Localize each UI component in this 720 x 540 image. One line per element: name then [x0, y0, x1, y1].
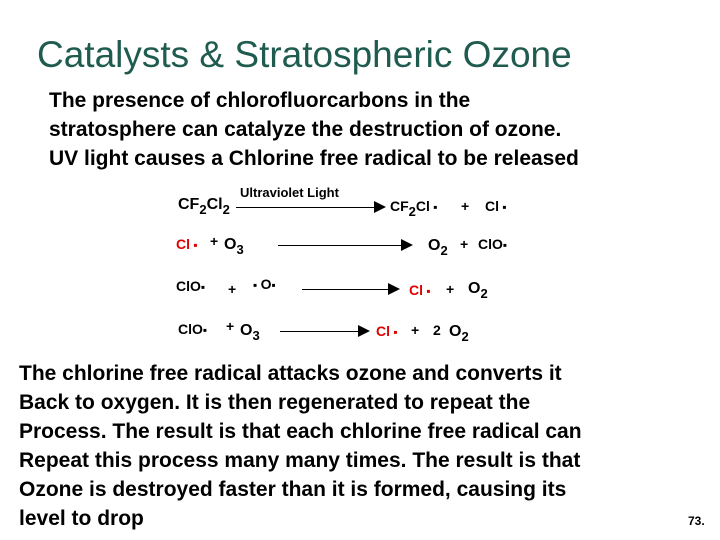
- reaction-4-product-2: $O_2$: [449, 323, 469, 344]
- body-line: level to drop: [19, 507, 144, 530]
- reaction-4-reactant-1: ClO▪: [178, 321, 208, 337]
- reaction-2-reactant-1: Cl ▪: [176, 236, 198, 252]
- reaction-3-reactant-2: ▪ O▪: [253, 276, 276, 292]
- reaction-2-product-1: $O_2$: [428, 237, 448, 258]
- intro-line: UV light causes a Chlorine free radical to be released: [49, 147, 579, 170]
- reaction-1-arrowhead: [374, 201, 386, 213]
- reaction-1-product-1: CF2Cl ▪: [390, 198, 438, 219]
- reaction-3-product-1: Cl ▪: [409, 282, 431, 298]
- reaction-4-plus-1: +: [226, 318, 235, 334]
- body-line: Ozone is destroyed faster than it is formed, causing its: [19, 478, 567, 501]
- body-text: [19, 359, 582, 533]
- body-line: Back to oxygen. It is then regenerated to repeat the: [19, 391, 531, 414]
- reaction-2-plus-1: +: [210, 233, 219, 249]
- body-line: Repeat this process many many times. The result is that: [19, 449, 581, 472]
- intro-line: stratosphere can catalyze the destruction of ozone.: [49, 118, 562, 141]
- reaction-3-arrow: [302, 289, 390, 290]
- reaction-1-reactant: $CF_2Cl_2$: [178, 196, 230, 217]
- reaction-3-product-2: $O_2$: [468, 280, 488, 301]
- reaction-2-reactant-2: $O_3$: [224, 236, 244, 257]
- reaction-4-plus-2: +: [411, 322, 420, 338]
- reaction-2-product-2: ClO▪: [478, 236, 508, 252]
- reaction-3-arrowhead: [388, 283, 400, 295]
- page-number: 73.: [688, 514, 705, 528]
- reaction-3-plus-1: +: [228, 281, 237, 297]
- reaction-1-plus: +: [461, 198, 470, 214]
- reaction-2-arrowhead: [401, 239, 413, 251]
- reaction-3-plus-2: +: [446, 281, 455, 297]
- slide-title: Catalysts & Stratospheric Ozone: [37, 34, 572, 75]
- uv-light-label: Ultraviolet Light: [240, 185, 339, 200]
- reaction-4-coefficient: 2: [433, 322, 441, 338]
- reaction-3-reactant-1: ClO▪: [176, 278, 206, 294]
- reaction-2-plus-2: +: [460, 236, 469, 252]
- intro-line: The presence of chlorofluorcarbons in the: [49, 89, 471, 112]
- reaction-1-product-2: Cl ▪: [485, 198, 507, 214]
- intro-text: [49, 86, 579, 173]
- reaction-2-arrow: [278, 245, 403, 246]
- reaction-4-arrowhead: [358, 325, 370, 337]
- reaction-1-arrow: [236, 207, 376, 208]
- body-line: The chlorine free radical attacks ozone and converts it: [19, 362, 562, 385]
- reaction-4-product-1: Cl ▪: [376, 323, 398, 339]
- body-line: Process. The result is that each chlorine free radical can: [19, 420, 582, 443]
- reaction-4-arrow: [280, 331, 360, 332]
- reaction-4-reactant-2: $O_3$: [240, 322, 260, 343]
